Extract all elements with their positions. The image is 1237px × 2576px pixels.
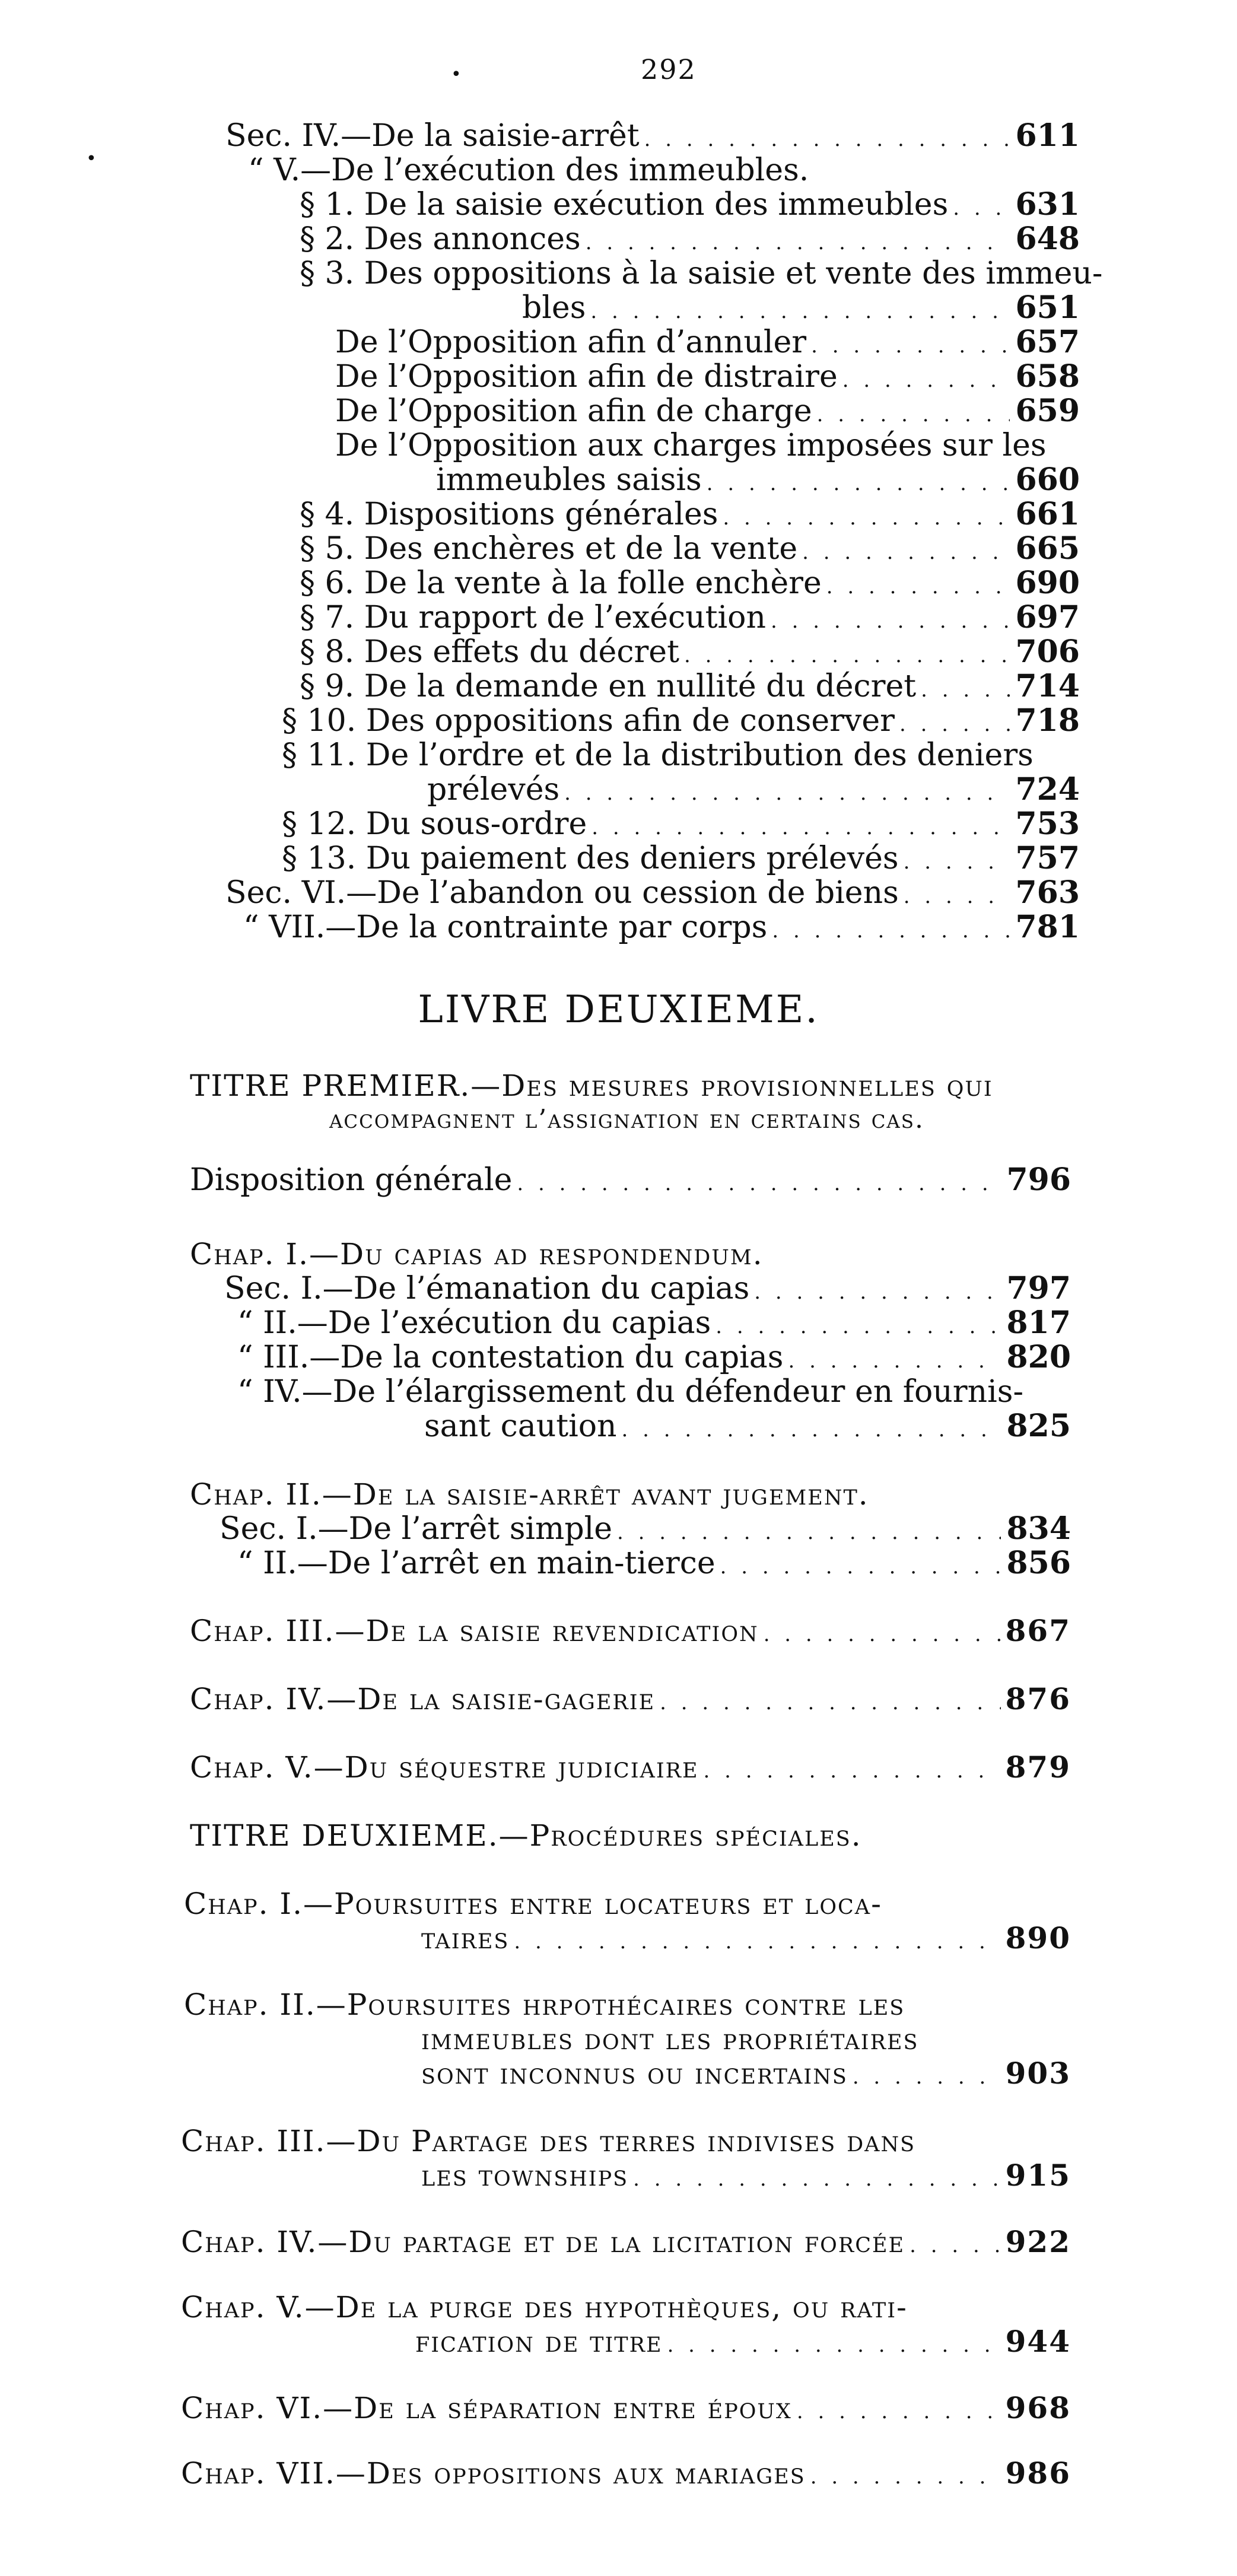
titre-premier-line2: accompagnent l’assignation en certains cas. <box>329 1104 925 1134</box>
toc-entry: “ III.—De la contestation du capias . . . 820 <box>237 1340 1071 1378</box>
toc-entry: Sec. I.—De l’arrêt simple . . . 834 <box>220 1512 1071 1550</box>
toc-entry: De l’Opposition afin de distraire . . . 658 <box>335 360 1080 397</box>
chapter-entry: Chap. V.—Du séquestre judiciaire . . . 879 <box>190 1750 1071 1788</box>
toc-entry: De l’Opposition afin d’annuler . . . 657 <box>335 325 1080 363</box>
chapter-entry: Chap. VII.—Des oppositions aux mariages . . . 986 <box>181 2456 1071 2494</box>
toc-entry: De l’Opposition aux charges imposées sur les <box>335 428 1047 463</box>
toc-entry: § 3. Des oppositions à la saisie et vente des immeu- <box>300 256 1103 291</box>
toc-entry: “ VII.—De la contrainte par corps . . . 781 <box>243 910 1080 948</box>
toc-entry: § 8. Des effets du décret . . . 706 <box>300 635 1080 673</box>
toc-entry: § 11. De l’ordre et de la distribution des deniers <box>282 737 1034 773</box>
livre-heading: LIVRE DEUXIEME. <box>418 988 819 1032</box>
toc-entry: “ IV.—De l’élargissement du défendeur en fournis- <box>237 1374 1024 1410</box>
toc-entry: § 10. Des oppositions afin de conserver . . . 718 <box>282 704 1080 742</box>
chapter-entry: Chap. IV.—Du partage et de la licitation forcée . . . 922 <box>181 2225 1071 2263</box>
toc-entry: § 4. Dispositions générales . . . 661 <box>300 497 1080 535</box>
toc-entry: Sec. IV.—De la saisie-arrêt . . . 611 <box>225 119 1080 157</box>
toc-entry: bles . . . 651 <box>522 291 1080 329</box>
chapter-heading: Chap. II.—Poursuites hrpothécaires contre les <box>184 1987 905 2022</box>
print-mark: • <box>451 64 462 85</box>
toc-entry: § 2. Des annonces . . . 648 <box>300 222 1080 260</box>
toc-entry: De l’Opposition afin de charge . . . 659 <box>335 394 1080 432</box>
chapter-heading: Chap. I.—Poursuites entre locateurs et loca- <box>184 1887 882 1921</box>
chapter-heading: Chap. I.—Du capias ad respondendum. <box>190 1237 764 1271</box>
toc-entry: “ II.—De l’exécution du capias . . . 817 <box>237 1306 1071 1344</box>
toc-entry: “ V.—De l’exécution des immeubles. <box>248 152 809 188</box>
chapter-entry: Chap. III.—De la saisie revendication . . . 867 <box>190 1614 1071 1652</box>
toc-entry: § 6. De la vente à la folle enchère . . . 690 <box>300 566 1080 604</box>
toc-entry: prélevés . . . 724 <box>427 772 1080 810</box>
chapter-heading: immeubles dont les propriétaires <box>421 2022 919 2056</box>
titre-premier-line1: TITRE PREMIER.—Des mesures provisionnelles qui <box>190 1068 993 1103</box>
toc-entry: Sec. VI.—De l’abandon ou cession de biens . . . 763 <box>225 876 1080 914</box>
page-number: 292 <box>641 53 697 85</box>
toc-entry: § 12. Du sous-ordre . . . 753 <box>282 807 1080 845</box>
chapter-entry: fication de titre . . . 944 <box>415 2324 1071 2362</box>
toc-entry: § 1. De la saisie exécution des immeubles . . . 631 <box>300 187 1080 225</box>
print-mark: • <box>86 148 97 169</box>
chapter-heading: Chap. II.—De la saisie-arrêt avant jugement. <box>190 1477 869 1512</box>
titre-deuxieme: TITRE DEUXIEME.—Procédures spéciales. <box>190 1818 862 1853</box>
toc-entry: § 7. Du rapport de l’exécution . . . 697 <box>300 600 1080 638</box>
toc-entry: Sec. I.—De l’émanation du capias . . . 797 <box>224 1271 1071 1309</box>
chapter-heading: Chap. V.—De la purge des hypothèques, ou rati- <box>181 2290 908 2324</box>
chapter-entry: les townships . . . 915 <box>421 2158 1071 2196</box>
toc-entry: § 9. De la demande en nullité du décret . . . 714 <box>300 669 1080 707</box>
chapter-entry: sont inconnus ou incertains . . . 903 <box>421 2056 1071 2094</box>
toc-entry: sant caution . . . 825 <box>424 1409 1071 1447</box>
chapter-entry: Chap. VI.—De la séparation entre époux . . . 968 <box>181 2391 1071 2429</box>
toc-entry: § 5. Des enchères et de la vente . . . 665 <box>300 532 1080 570</box>
toc-entry: § 13. Du paiement des deniers prélevés . . . 757 <box>282 841 1080 879</box>
disposition-generale: Disposition générale . . . 796 <box>190 1163 1071 1201</box>
chapter-entry: taires . . . 890 <box>421 1921 1071 1959</box>
chapter-heading: Chap. III.—Du Partage des terres indivises dans <box>181 2124 916 2158</box>
toc-entry: immeubles saisis . . . 660 <box>436 463 1080 501</box>
toc-entry: “ II.—De l’arrêt en main-tierce . . . 856 <box>237 1546 1071 1584</box>
chapter-entry: Chap. IV.—De la saisie-gagerie . . . 876 <box>190 1682 1071 1720</box>
